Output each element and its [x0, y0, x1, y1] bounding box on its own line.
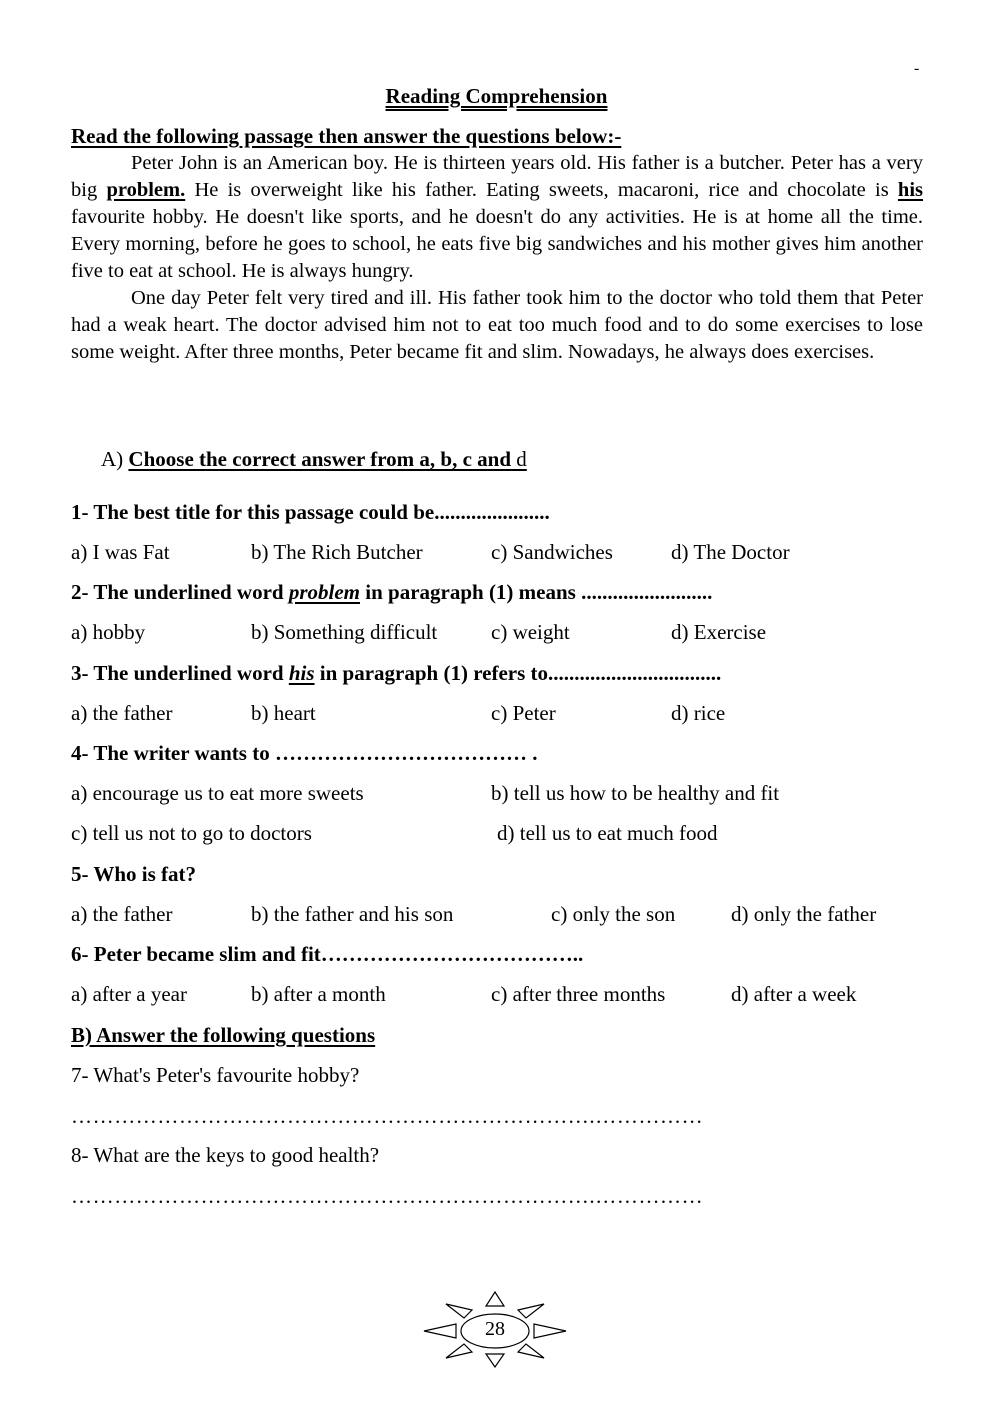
q6-option-d[interactable]: d) after a week — [731, 982, 857, 1006]
section-a-prefix: A) — [101, 447, 129, 471]
question-text: 3- The underlined word — [71, 661, 289, 685]
question-5: 5- Who is fat? — [71, 862, 197, 886]
q4-option-a[interactable]: a) encourage us to eat more sweets — [71, 781, 364, 805]
section-b-heading: B) Answer the following questions — [71, 1023, 376, 1047]
q5-option-a[interactable]: a) the father — [71, 902, 173, 926]
question-3 — [71, 661, 721, 686]
q1-option-b[interactable]: b) The Rich Butcher — [251, 540, 423, 564]
q4-option-c[interactable]: c) tell us not to go to doctors — [71, 821, 312, 845]
question-4: 4- The writer wants to ……………………………… . — [71, 741, 538, 765]
passage-paragraph-1 — [71, 150, 923, 285]
question-text: in paragraph (1) refers to................................. — [314, 661, 722, 685]
question-2 — [71, 580, 712, 605]
question-8: 8- What are the keys to good health? — [71, 1143, 380, 1167]
q4-option-b[interactable]: b) tell us how to be healthy and fit — [491, 781, 780, 805]
page-number: 28 — [485, 1318, 505, 1340]
q1-option-d[interactable]: d) The Doctor — [671, 540, 790, 564]
q3-option-a[interactable]: a) the father — [71, 701, 173, 725]
corner-mark: - — [914, 60, 920, 77]
question-text: in paragraph (1) means ......................... — [360, 580, 713, 604]
question-6: 6- Peter became slim and fit……………………………….. — [71, 942, 584, 966]
section-a-title: Choose the correct answer from a, b, c and — [128, 447, 512, 471]
q4-option-d[interactable]: d) tell us to eat much food — [497, 821, 718, 845]
question-1: 1- The best title for this passage could be...................... — [71, 500, 550, 524]
q3-option-c[interactable]: c) Peter — [491, 701, 556, 725]
page-title: Reading Comprehension — [385, 84, 608, 108]
q5-option-c[interactable]: c) only the son — [551, 902, 676, 926]
question-keyword: his — [288, 661, 315, 685]
q6-option-c[interactable]: c) after three months — [491, 982, 666, 1006]
q2-option-a[interactable]: a) hobby — [71, 620, 146, 644]
passage-paragraph-2: One day Peter felt very tired and ill. His father took him to the doctor who told them that Peter had a weak heart. The doctor advised him not to eat too much food and to do some exercises to lose some weight. After three months, Peter became fit and slim. Nowadays, he always does exercises. — [71, 287, 923, 363]
passage-text: Peter John is an American boy. He is thirteen years old. His father is a butcher. Peter has a very big — [71, 152, 923, 201]
question-keyword: problem — [288, 580, 360, 604]
passage-instruction: Read the following passage then answer the questions below:- — [71, 124, 622, 148]
q3-option-d[interactable]: d) rice — [671, 701, 726, 725]
q5-option-b[interactable]: b) the father and his son — [251, 902, 454, 926]
reading-passage — [71, 150, 923, 366]
answer-line-7[interactable]: ……………………………………………………………….…………… — [71, 1104, 704, 1128]
q2-option-b[interactable]: b) Something difficult — [251, 620, 438, 644]
question-text: 2- The underlined word — [71, 580, 289, 604]
section-a-heading — [101, 447, 527, 472]
keyword-problem: problem. — [106, 179, 186, 201]
q6-option-b[interactable]: b) after a month — [251, 982, 386, 1006]
q6-option-a[interactable]: a) after a year — [71, 982, 187, 1006]
q3-option-b[interactable]: b) heart — [251, 701, 316, 725]
passage-text: favourite hobby. He doesn't like sports, and he doesn't do any activities. He is at home all the time. Every morning, before he goes to school, he eats five big sandwiches and his mother gives him another five to eat at school. He is always hungry. — [71, 206, 923, 282]
q2-option-c[interactable]: c) weight — [491, 620, 570, 644]
keyword-his: his — [897, 179, 923, 201]
q1-option-a[interactable]: a) I was Fat — [71, 540, 170, 564]
q5-option-d[interactable]: d) only the father — [731, 902, 877, 926]
answer-line-8[interactable]: ……………………………………………………………….…………… — [71, 1184, 704, 1208]
q1-option-c[interactable]: c) Sandwiches — [491, 540, 613, 564]
section-a-suffix: d — [511, 447, 527, 471]
passage-text: He is overweight like his father. Eating sweets, macaroni, rice and chocolate is — [185, 179, 898, 201]
question-7: 7- What's Peter's favourite hobby? — [71, 1063, 360, 1087]
q2-option-d[interactable]: d) Exercise — [671, 620, 767, 644]
